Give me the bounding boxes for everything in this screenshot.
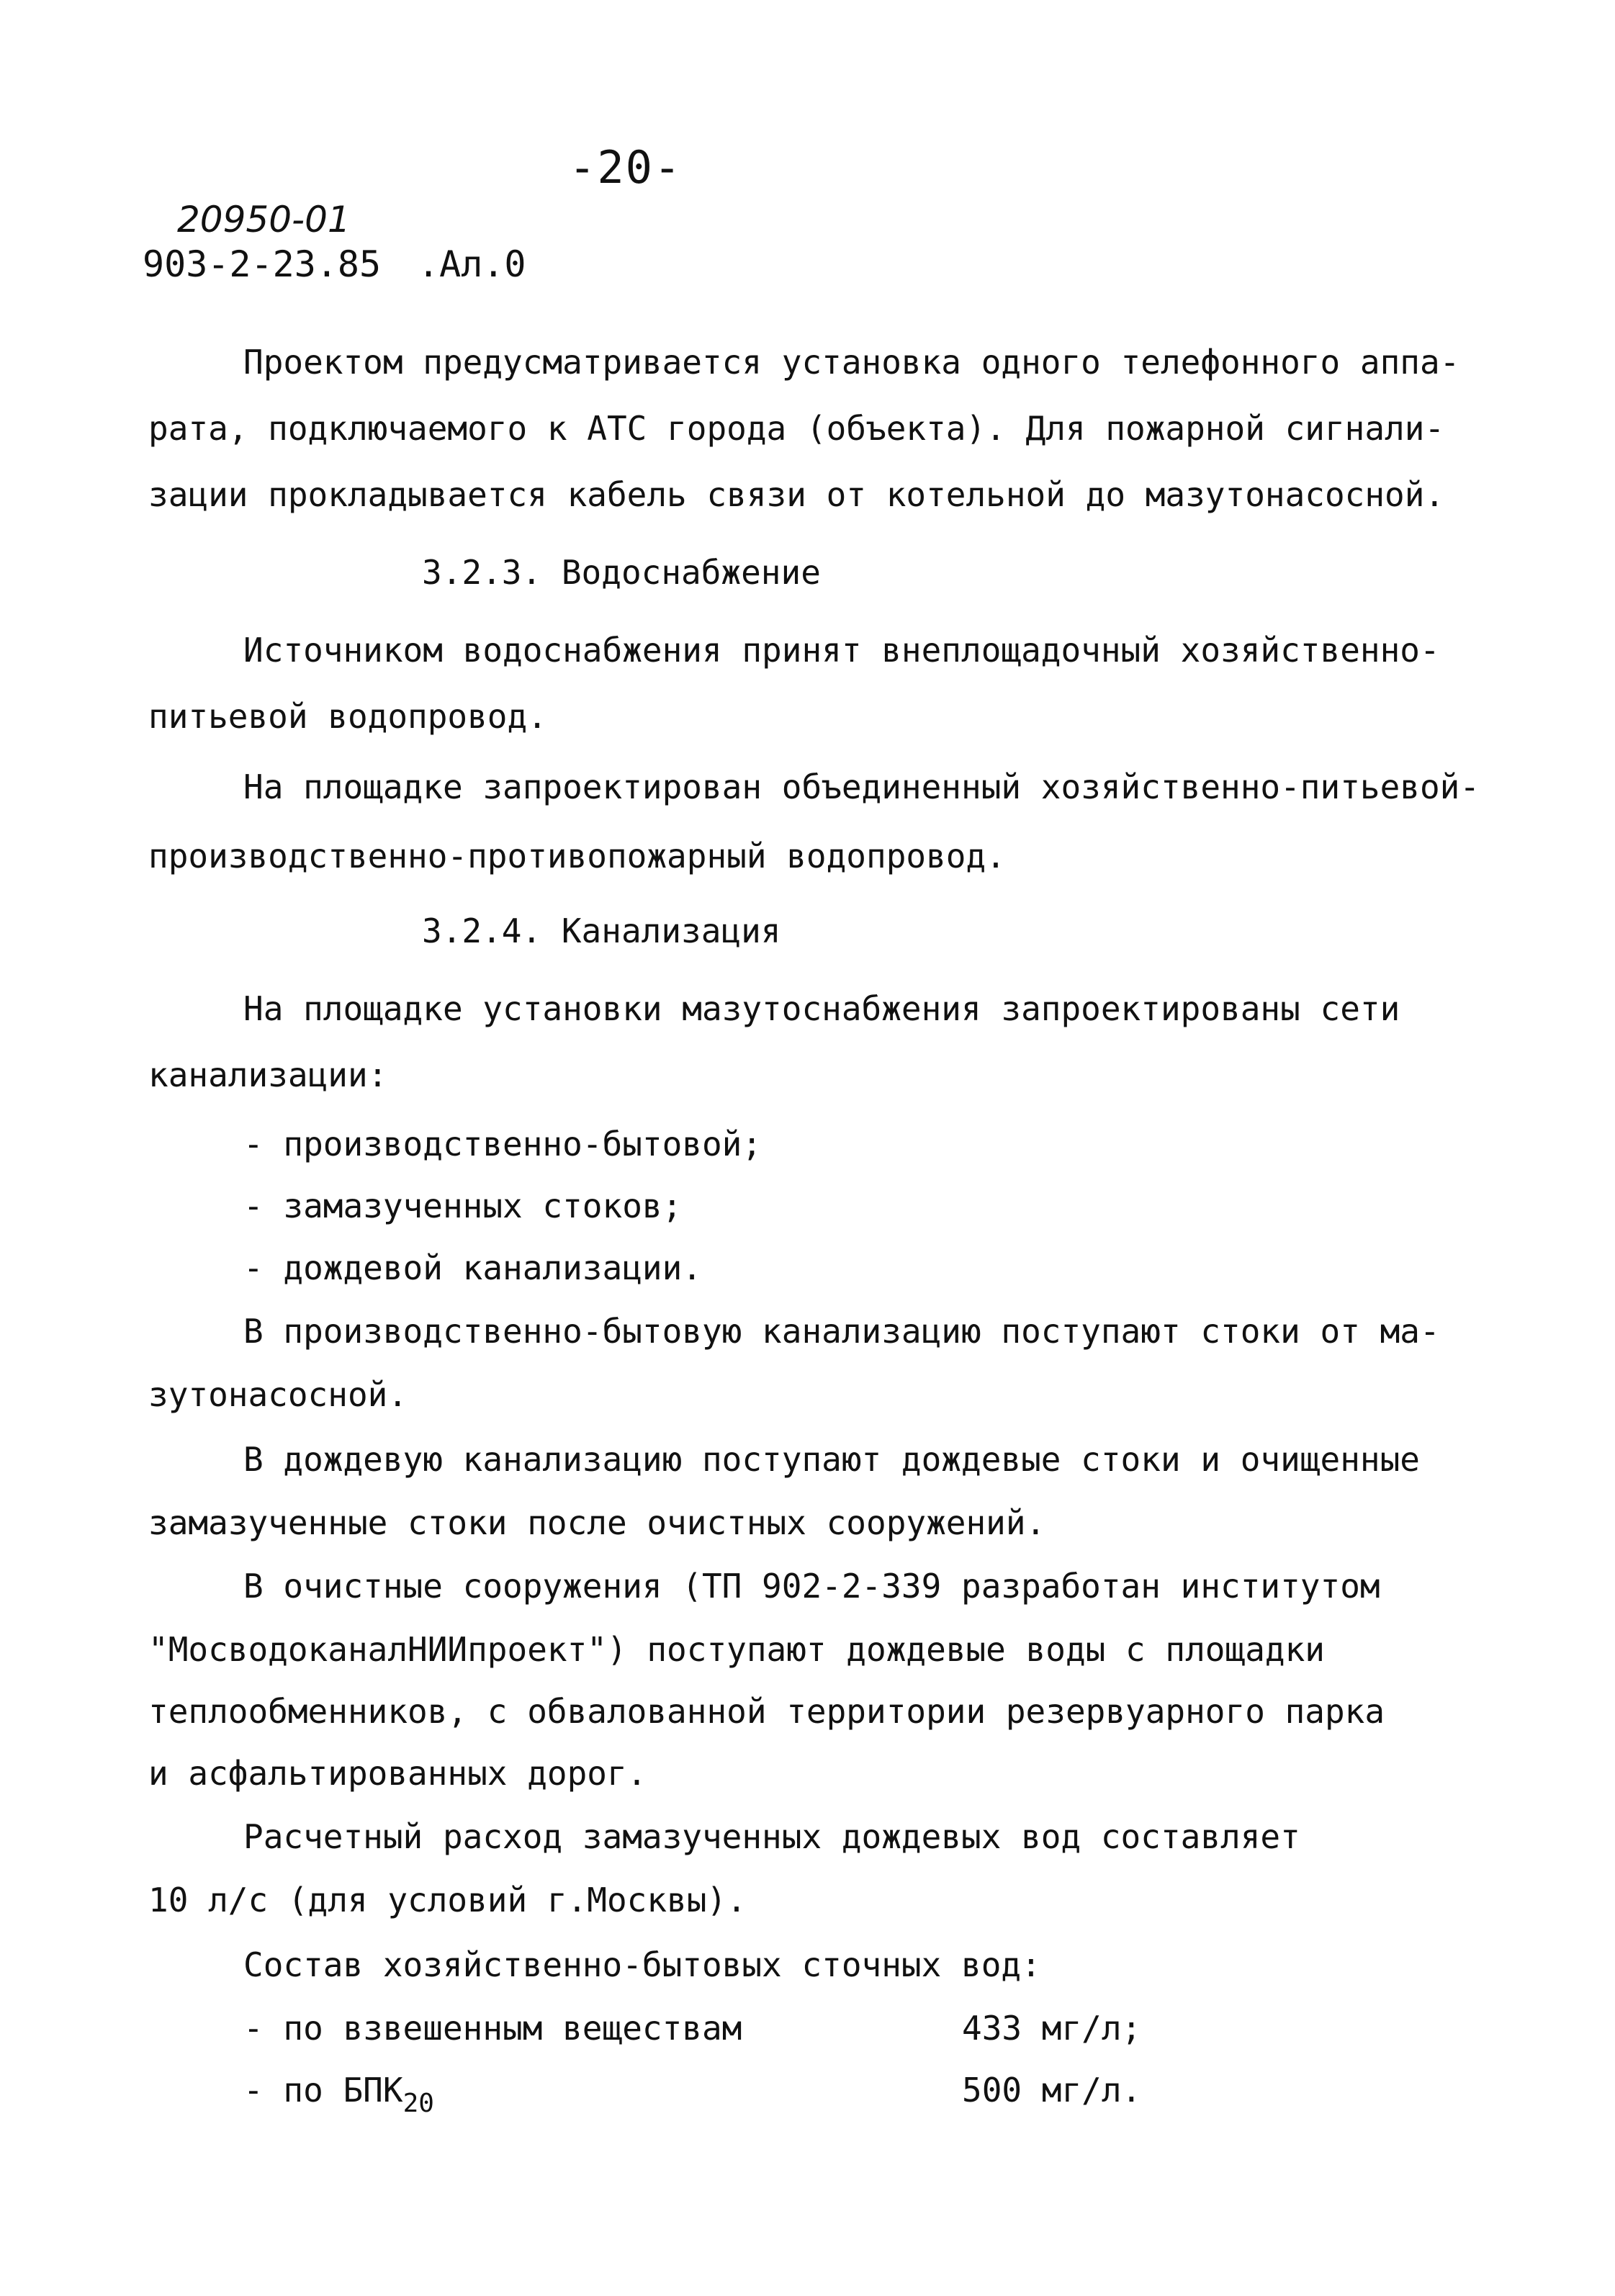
text-line: теплообменников, с обвалованной территории резервуарного парка [148,1692,1385,1731]
text-line: В дождевую канализацию поступают дождевые стоки и очищенные [243,1440,1420,1479]
list-item: - замазученных стоков; [243,1187,683,1225]
page-number: -20- [569,141,683,194]
text-line: и асфальтированных дорог. [148,1754,647,1793]
text-line: На площадке установки мазутоснабжения запроектированы сети [243,989,1400,1028]
text-line: рата, подключаемого к АТС города (объекта). Для пожарной сигнали- [148,409,1445,448]
text-line: питьевой водопровод. [148,697,547,736]
text-line: Источником водоснабжения принят внеплощадочный хозяйственно- [243,631,1440,670]
composition-label-text: - по БПК [243,2071,403,2110]
text-line: Расчетный расход замазученных дождевых вод составляет [243,1817,1300,1856]
sheet-label: .Ал.0 [418,243,526,285]
list-item: - производственно-бытовой; [243,1125,762,1163]
composition-label: - по взвешенным веществам [243,2009,742,2048]
text-line: производственно-противопожарный водопровод. [148,837,1006,875]
composition-label [243,2071,434,2118]
text-line: канализации: [148,1055,388,1094]
section-heading: 3.2.3. Водоснабжение [422,553,821,592]
text-line: В очистные сооружения (ТП 902-2-339 разработан институтом [243,1567,1380,1606]
text-line: зации прокладывается кабель связи от котельной до мазутонасосной. [148,475,1445,514]
section-heading: 3.2.4. Канализация [422,911,781,950]
text-line: 10 л/с (для условий г.Москвы). [148,1881,747,1919]
composition-value: 433 мг/л; [962,2009,1142,2048]
text-line: Состав хозяйственно-бытовых сточных вод: [243,1945,1041,1984]
text-line: зутонасосной. [148,1375,408,1414]
text-line: замазученные стоки после очистных сооружений. [148,1503,1046,1542]
composition-label-subscript: 20 [402,2089,434,2118]
list-item: - дождевой канализации. [243,1248,702,1287]
document-code: 903-2-23.85 [143,243,382,285]
text-line: Проектом предусматривается установка одного телефонного аппа- [243,343,1460,382]
composition-value: 500 мг/л. [962,2071,1142,2110]
text-line: В производственно-бытовую канализацию поступают стоки от ма- [243,1312,1440,1351]
text-line: На площадке запроектирован объединенный хозяйственно-питьевой- [243,767,1480,806]
handwritten-code: 20950-01 [177,199,351,240]
text-line: "МосводоканалНИИпроект") поступают дождевые воды с площадки [148,1630,1325,1669]
